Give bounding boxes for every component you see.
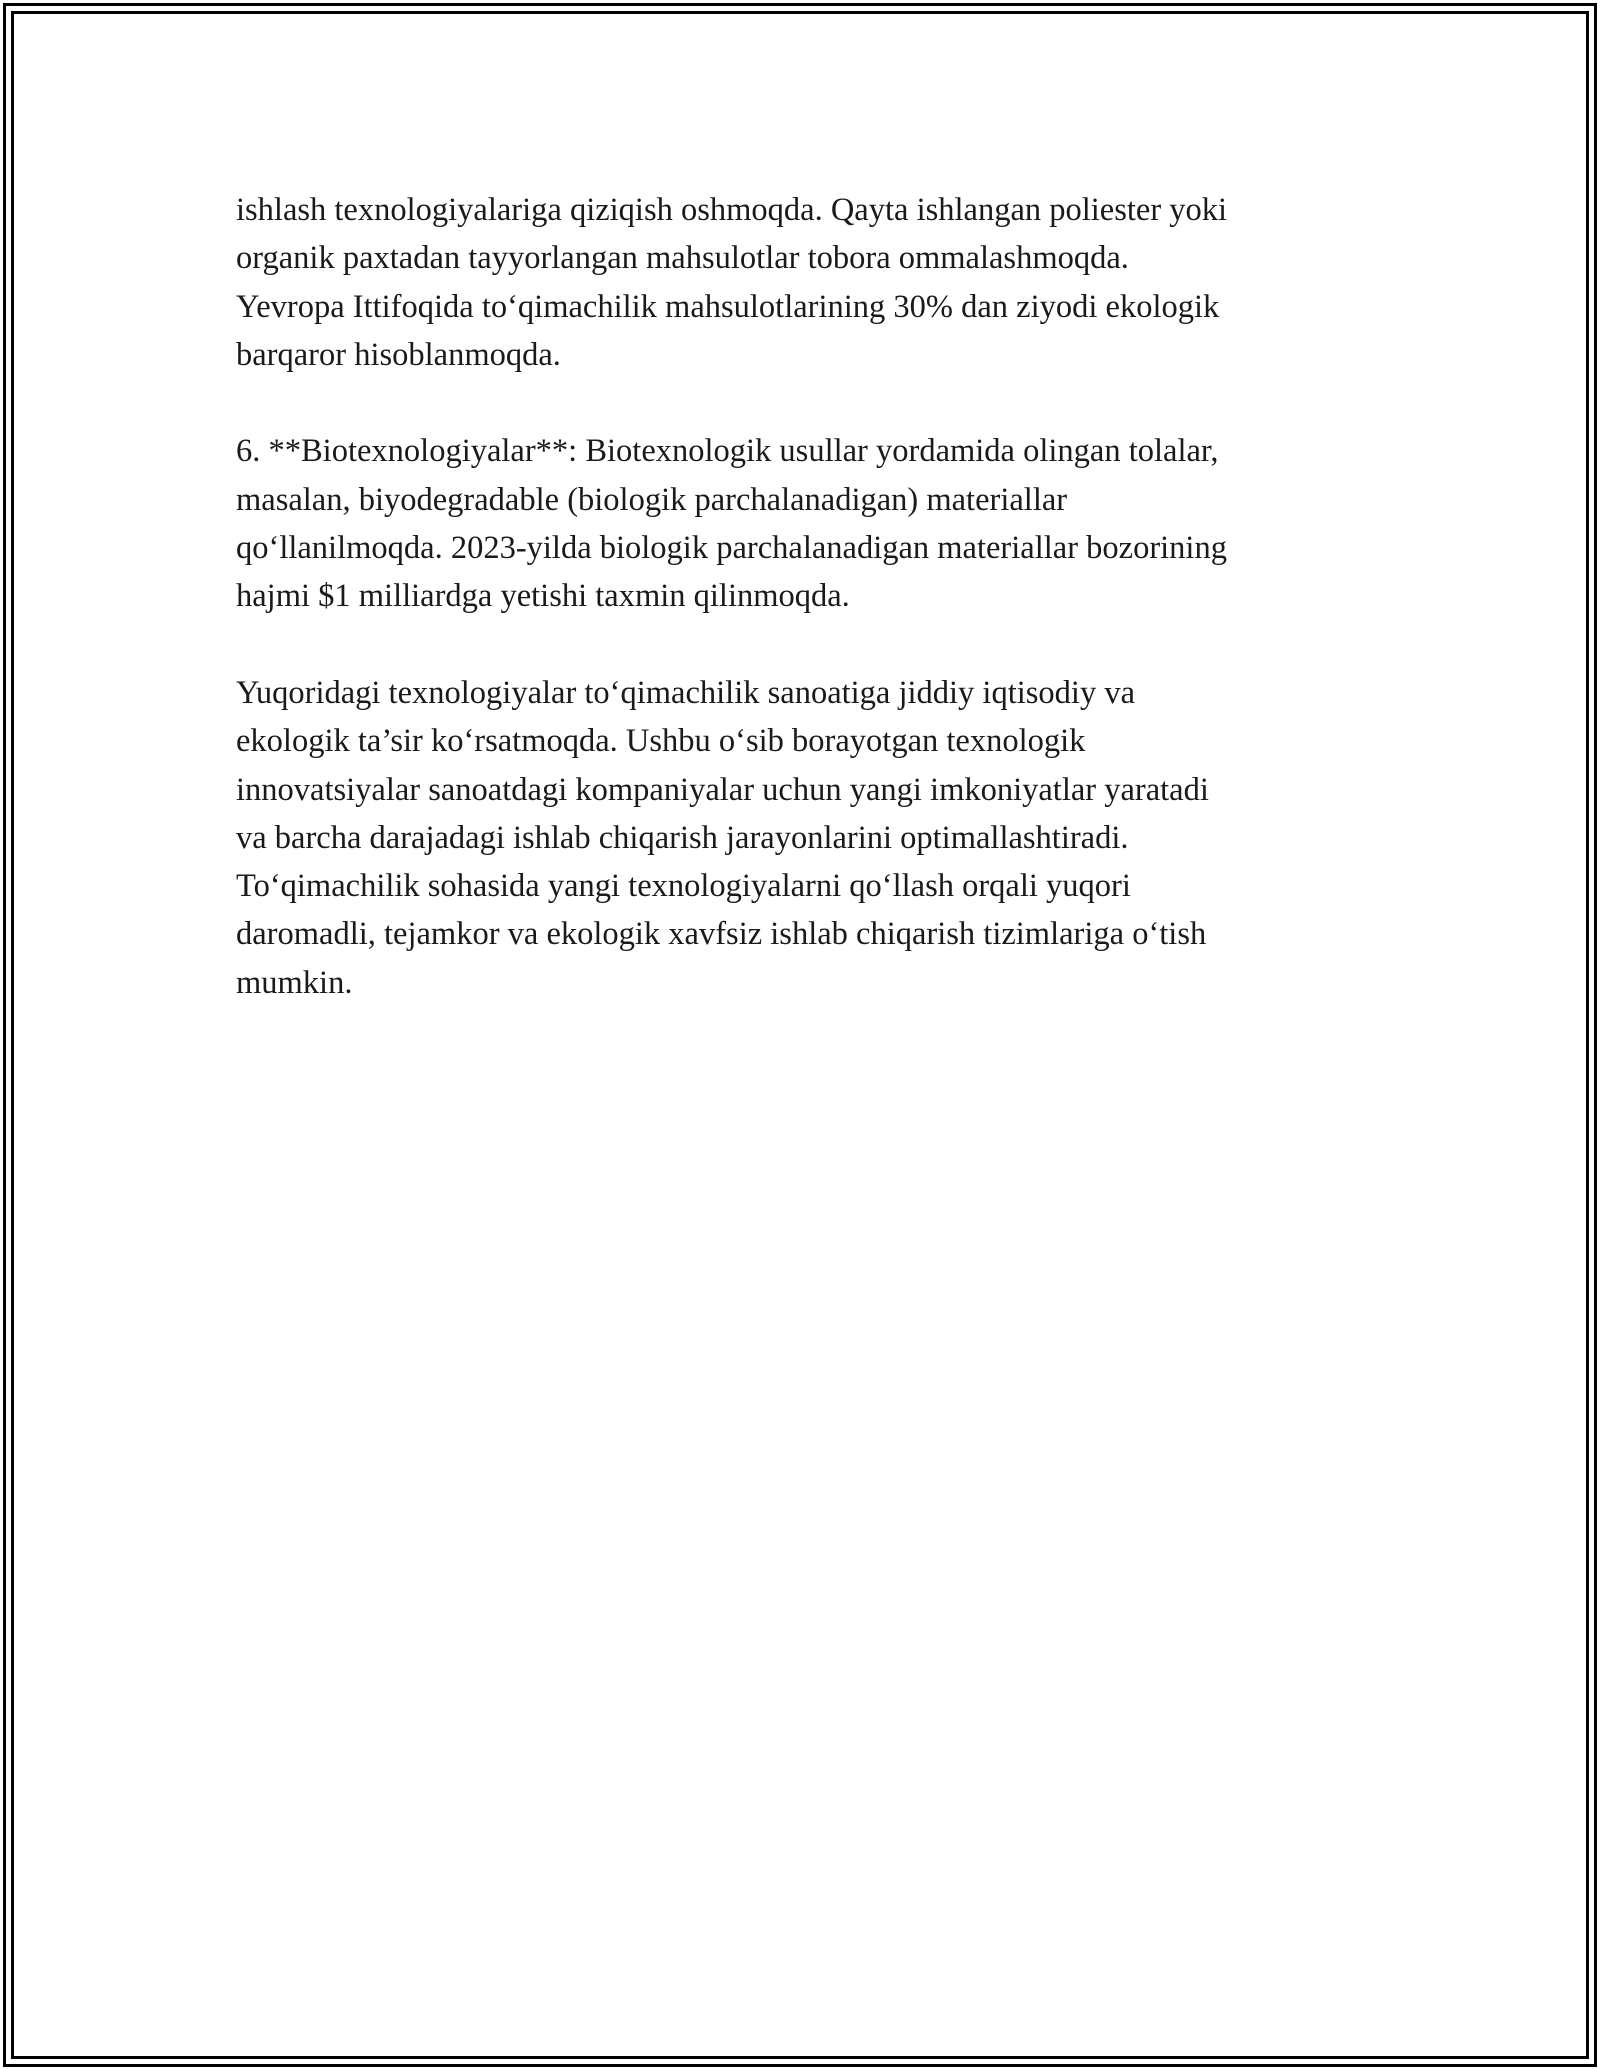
text-line: innovatsiyalar sanoatdagi kompaniyalar uchun yangi imkoniyatlar yaratadi bbox=[236, 771, 1209, 808]
text-line: To‘qimachilik sohasida yangi texnologiyalarni qo‘llash orqali yuqori bbox=[236, 868, 1131, 905]
paragraph-recycling bbox=[236, 186, 1366, 379]
text-line: Yevropa Ittifoqida to‘qimachilik mahsulotlarining 30% dan ziyodi ekologik bbox=[236, 288, 1220, 325]
text-line: qo‘llanilmoqda. 2023-yilda biologik parchalanadigan materiallar bozorining bbox=[236, 530, 1227, 567]
document-body bbox=[236, 186, 1366, 1055]
paragraph-biotechnology bbox=[236, 427, 1366, 620]
text-line: hajmi $1 milliardga yetishi taxmin qilinmoqda. bbox=[236, 578, 850, 615]
paragraph-conclusion bbox=[236, 669, 1366, 1007]
text-line: 6. **Biotexnologiyalar**: Biotexnologik usullar yordamida olingan tolalar, bbox=[236, 433, 1219, 470]
text-line: ishlash texnologiyalariga qiziqish oshmoqda. Qayta ishlangan poliester yoki bbox=[236, 192, 1228, 228]
text-line: daromadli, tejamkor va ekologik xavfsiz ishlab chiqarish tizimlariga o‘tish bbox=[236, 916, 1207, 953]
text-line: va barcha darajadagi ishlab chiqarish jarayonlarini optimallashtiradi. bbox=[236, 819, 1129, 856]
text-line: organik paxtadan tayyorlangan mahsulotlar tobora ommalashmoqda. bbox=[236, 240, 1129, 277]
text-line: mumkin. bbox=[236, 964, 353, 1001]
text-line: ekologik ta’sir ko‘rsatmoqda. Ushbu o‘sib borayotgan texnologik bbox=[236, 723, 1086, 760]
text-line: Yuqoridagi texnologiyalar to‘qimachilik sanoatiga jiddiy iqtisodiy va bbox=[236, 674, 1136, 711]
text-line: masalan, biyodegradable (biologik parchalanadigan) materiallar bbox=[236, 481, 1068, 518]
text-line: barqaror hisoblanmoqda. bbox=[236, 336, 561, 373]
